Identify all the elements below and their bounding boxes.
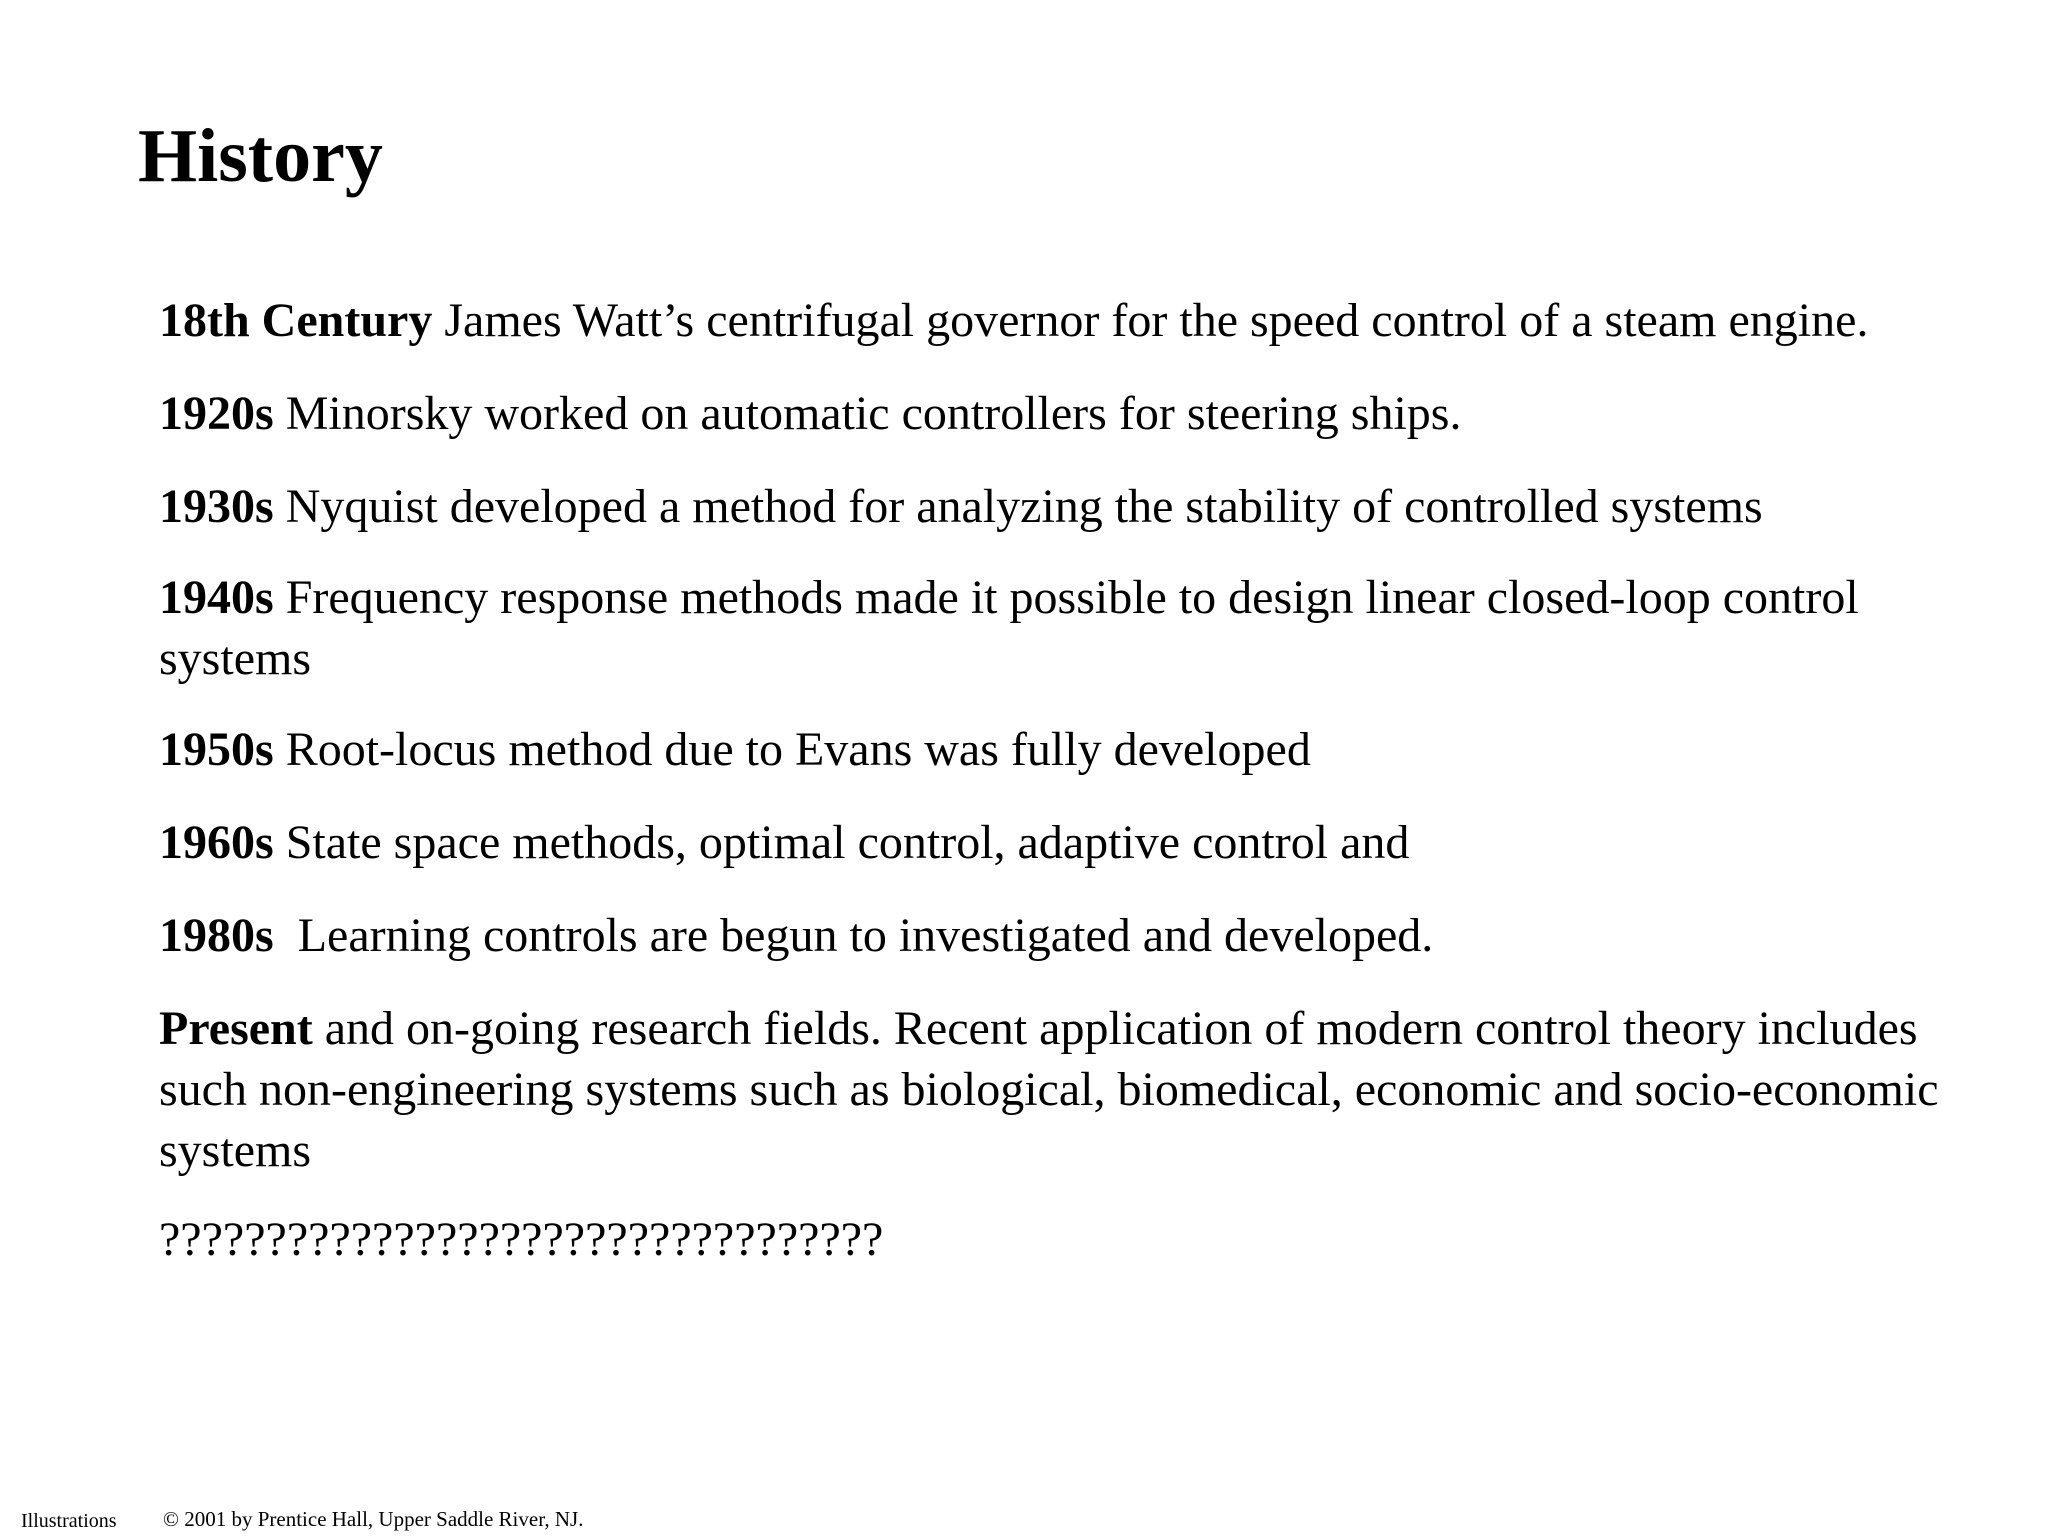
history-timeline (159, 290, 1939, 1270)
entry-label: Present (159, 1002, 313, 1055)
entry-text: Root-locus method due to Evans was fully developed (273, 723, 1311, 776)
entry-text: Nyquist developed a method for analyzing the stability of controlled systems (273, 480, 1763, 533)
entry-text: State space methods, optimal control, adaptive control and (273, 816, 1410, 869)
timeline-entry-1980s (159, 905, 1939, 966)
entry-label: 1950s (159, 723, 274, 776)
timeline-entry-1940s (159, 567, 1939, 689)
slide-title: History (138, 114, 383, 198)
timeline-entry-present (159, 998, 1939, 1181)
entry-label: 1930s (159, 480, 274, 533)
footer-copyright: © 2001 by Prentice Hall, Upper Saddle River, NJ. (163, 1507, 584, 1531)
entry-label: 1920s (159, 387, 274, 440)
entry-label: 1960s (159, 816, 274, 869)
entry-label: 1980s (159, 909, 274, 962)
entry-text: Minorsky worked on automatic controllers for steering ships. (273, 387, 1462, 440)
entry-text: Frequency response methods made it possible to design linear closed-loop control systems (159, 571, 1859, 685)
timeline-entry-1930s (159, 476, 1939, 537)
timeline-entry-1960s (159, 812, 1939, 873)
timeline-entry-unknown (159, 1209, 1939, 1270)
entry-label: 18th Century (159, 294, 433, 347)
entry-text: and on-going research fields. Recent application of modern control theory includes such non-engineering systems such as biological, biomedical, economic and socio-economic systems (159, 1002, 1939, 1177)
timeline-entry-1920s (159, 383, 1939, 444)
timeline-entry-1950s (159, 719, 1939, 780)
timeline-entry-18th-century (159, 290, 1939, 351)
entry-label: 1940s (159, 571, 274, 624)
entry-text: James Watt’s centrifugal governor for the speed control of a steam engine. (432, 294, 1869, 347)
entry-text: Learning controls are begun to investigated and developed. (273, 909, 1434, 962)
entry-text: ?????????????????????????????????? (159, 1213, 884, 1266)
footer-illustrations-label: Illustrations (21, 1510, 117, 1532)
